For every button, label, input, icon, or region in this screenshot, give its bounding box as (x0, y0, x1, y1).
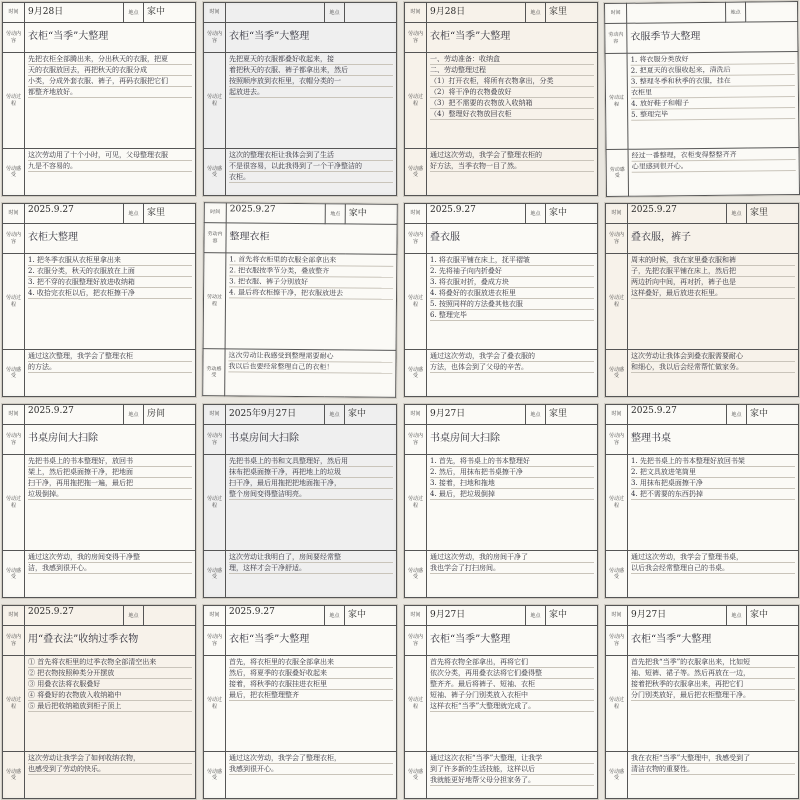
process-value (628, 656, 799, 752)
content-value: 整理书桌 (628, 425, 799, 455)
place-label: 地点 (526, 204, 546, 224)
content-value: 衣柜“当季”大整理 (226, 23, 397, 53)
content-value: 用“叠衣法”收纳过季衣物 (25, 626, 196, 656)
worksheet-table (2, 404, 196, 598)
feeling-line: 九是不容易的。 (28, 161, 192, 172)
time-label: 时间 (606, 606, 628, 626)
feeling-line: 这次劳动让我明白了，房间要经常整 (229, 552, 393, 563)
feeling-line: 理，这样才会干净舒适。 (229, 563, 393, 574)
process-line: 5. 整理完毕 (631, 108, 795, 121)
process-value (225, 253, 397, 350)
process-line: 4. 放好鞋子和帽子 (631, 97, 795, 110)
process-line: 先把夏天的衣服都叠好收起来，接 (229, 54, 393, 65)
feeling-line: 和细心，我以后会经常帮忙做家务。 (631, 362, 795, 373)
process-line: 小类，分成外套衣服、裤子，再码衣服把它们 (28, 76, 192, 87)
feeling-line: 我以后也要经常整理自己的衣柜！ (228, 361, 392, 373)
feeling-value (427, 752, 598, 799)
process-line: 3. 整理冬季和秋季的衣服，挂在 (631, 75, 795, 88)
place-value: 家中 (345, 204, 397, 224)
feeling-line: 这次劳动用了十个小时，可见，父母整理衣服 (28, 150, 192, 161)
labor-worksheet-16 (604, 604, 800, 800)
content-label: 劳动内容 (405, 23, 427, 53)
place-value: 家里 (144, 204, 196, 224)
process-label: 劳动过程 (605, 53, 628, 149)
process-label: 劳动过程 (3, 656, 25, 752)
feeling-label: 劳动感受 (3, 350, 25, 397)
content-value: 衣柜“当季”大整理 (628, 626, 799, 656)
content-label: 劳动内容 (606, 425, 628, 455)
process-line: 扫干净，最后用拖把把地面拖干净， (229, 478, 393, 489)
process-label: 劳动过程 (606, 455, 628, 551)
worksheet-table (404, 605, 598, 799)
process-line: 3. 把不穿的衣服整理好放进收纳箱 (28, 277, 192, 288)
process-line: 一、劳动准备：收纳盒 (430, 54, 594, 65)
process-value (427, 53, 598, 149)
place-value: 家里 (546, 405, 598, 425)
labor-worksheet-3 (403, 1, 599, 197)
feeling-line: 通过这次衣柜“当季”大整理，让我学 (430, 753, 594, 764)
feeling-label: 劳动感受 (606, 551, 628, 598)
feeling-line: 通过这次劳动，我学会了叠衣服的 (430, 351, 594, 362)
feeling-line: 到了许多新的生活技能，这样以后 (430, 764, 594, 775)
process-line: 2. 衣服分类，秋天的衣服放在上面 (28, 266, 192, 277)
time-value: 9月27日 (427, 606, 526, 626)
process-line: 4. 把不需要的东西扔掉 (631, 489, 795, 500)
labor-worksheet-7 (403, 202, 599, 398)
process-line: ① 首先将衣柜里的过季衣物全部清空出来 (28, 657, 192, 668)
feeling-line: 好方法，当季衣物一目了然。 (430, 161, 594, 172)
time-label: 时间 (405, 405, 427, 425)
process-line: 架上，然后把桌面擦干净，把地面 (28, 467, 192, 478)
feeling-label: 劳动感受 (606, 350, 628, 397)
feeling-value (25, 350, 196, 397)
process-line: 天的衣服放回去，再把秋天的衣服分成 (28, 65, 192, 76)
labor-worksheet-5 (1, 202, 197, 398)
feeling-label: 劳动感受 (606, 149, 628, 196)
process-line: 然后，将夏季的衣服叠好收起来 (229, 668, 393, 679)
labor-worksheet-1 (1, 1, 197, 197)
time-label: 时间 (204, 203, 226, 223)
process-line: 1. 先把书桌上的书本整理好放回书架 (631, 456, 795, 467)
worksheet-table (2, 203, 196, 397)
time-label: 时间 (405, 606, 427, 626)
content-label: 劳动内容 (204, 626, 226, 656)
place-label: 地点 (325, 3, 345, 23)
feeling-value (628, 350, 799, 397)
feeling-line: 我就能更好地帮父母分担家务了。 (430, 775, 594, 786)
worksheet-table (404, 203, 598, 397)
time-label: 时间 (606, 405, 628, 425)
feeling-label: 劳动感受 (405, 149, 427, 196)
process-line: 2. 先将袖子向内折叠好 (430, 266, 594, 277)
place-value: 家中 (747, 606, 799, 626)
process-line: （1）打开衣柜，将所有衣物拿出，分类 (430, 76, 594, 87)
process-line: 5. 按照同样的方法叠其他衣服 (430, 299, 594, 310)
feeling-line: 通过这次劳动，我学会了整理衣柜， (229, 753, 393, 764)
process-line: 首先，将衣柜里的衣服全部拿出来 (229, 657, 393, 668)
process-line: 都整齐地放好。 (28, 87, 192, 98)
process-line: 首先把我“当季”的衣服拿出来，比如短 (631, 657, 795, 668)
time-label: 时间 (3, 405, 25, 425)
process-line: 3. 用抹布把桌面擦干净 (631, 478, 795, 489)
process-label: 劳动过程 (204, 656, 226, 752)
place-label: 地点 (526, 3, 546, 23)
process-value (427, 656, 598, 752)
feeling-line: 通过这次整理，我学会了整理衣柜 (28, 351, 192, 362)
feeling-label: 劳动感受 (3, 551, 25, 598)
content-label: 劳动内容 (204, 23, 226, 53)
process-line: 着把秋天的衣服、裤子都拿出来，然后 (229, 65, 393, 76)
content-label: 劳动内容 (204, 223, 226, 253)
content-value: 衣服季节大整理 (627, 21, 798, 53)
process-line: 衣柜里 (631, 86, 795, 99)
content-value: 书桌房间大扫除 (25, 425, 196, 455)
place-label: 地点 (526, 606, 546, 626)
process-value (25, 254, 196, 350)
feeling-line: 以后我会经常整理自己的书桌。 (631, 563, 795, 574)
worksheet-table (2, 605, 196, 799)
labor-worksheet-4 (603, 0, 800, 198)
feeling-value (628, 752, 799, 799)
feeling-value (427, 149, 598, 196)
content-value: 衣柜“当季”大整理 (427, 23, 598, 53)
worksheet-table (203, 2, 397, 196)
process-line: 4. 最后将衣柜擦干净，把衣服放进去 (229, 287, 393, 299)
process-line: 周末的时候，我在家里叠衣服和裤 (631, 255, 795, 266)
labor-worksheet-13 (1, 604, 197, 800)
feeling-line: 我感到很开心。 (229, 764, 393, 775)
process-line: ③ 用叠衣法将衣服叠好 (28, 679, 192, 690)
content-value: 叠衣服 (427, 224, 598, 254)
process-label: 劳动过程 (204, 53, 226, 149)
process-value (226, 53, 397, 149)
time-label: 时间 (204, 606, 226, 626)
process-line: 2. 把文具放进笔筒里 (631, 467, 795, 478)
time-value: 2025.9.27 (628, 204, 727, 224)
place-value: 家中 (345, 405, 397, 425)
process-label: 劳动过程 (405, 254, 427, 350)
time-label: 时间 (606, 204, 628, 224)
feeling-label: 劳动感受 (204, 149, 226, 196)
content-label: 劳动内容 (405, 626, 427, 656)
place-label: 地点 (727, 204, 747, 224)
process-line: 袖、短裤、裙子等。然后再放在一边， (631, 668, 795, 679)
content-label: 劳动内容 (405, 425, 427, 455)
feeling-label: 劳动感受 (606, 752, 628, 799)
feeling-label: 劳动感受 (3, 752, 25, 799)
process-value (226, 455, 397, 551)
feeling-value (25, 551, 196, 598)
process-line: 这样叠好，最后放进衣柜里。 (631, 288, 795, 299)
place-value: 家中 (144, 3, 196, 23)
time-value: 2025.9.27 (427, 204, 526, 224)
process-value (427, 254, 598, 350)
process-line: 1. 将衣服分类放好 (631, 53, 795, 66)
process-line: 子，先把衣服平铺在床上，然后把 (631, 266, 795, 277)
process-line: 两边折向中间，再对折，裤子也是 (631, 277, 795, 288)
process-line: 6. 整理完毕 (430, 310, 594, 321)
feeling-line: 这次的整理衣柜让我体会到了生活 (229, 150, 393, 161)
process-line: 首先将衣物全部拿出，再将它们 (430, 657, 594, 668)
process-line: 2. 然后，用抹布把书桌擦干净 (430, 467, 594, 478)
worksheet-table (404, 404, 598, 598)
feeling-line: 经过一番整理，衣柜变得整整齐齐 (632, 149, 796, 162)
worksheet-table (2, 2, 196, 196)
time-label: 时间 (405, 204, 427, 224)
worksheet-table (605, 404, 799, 598)
labor-worksheet-8 (604, 202, 800, 398)
process-value (427, 455, 598, 551)
time-label: 时间 (604, 3, 626, 23)
process-value (25, 53, 196, 149)
content-value: 衣柜“当季”大整理 (427, 626, 598, 656)
feeling-value (226, 551, 397, 598)
place-label: 地点 (325, 606, 345, 626)
process-value (627, 51, 799, 149)
feeling-line: 的方法。 (28, 362, 192, 373)
place-value: 家里 (747, 204, 799, 224)
place-label: 地点 (124, 405, 144, 425)
feeling-line: 这次劳动让我学会了如何收纳衣物， (28, 753, 192, 764)
content-label: 劳动内容 (3, 224, 25, 254)
process-line: 4. 收拾完衣柜以后，把衣柜擦干净 (28, 288, 192, 299)
process-label: 劳动过程 (3, 254, 25, 350)
process-line: 整齐齐。最后将裤子、短袖、衣柜 (430, 679, 594, 690)
process-label: 劳动过程 (203, 253, 226, 349)
process-line: ② 把衣物按照种类分开摆放 (28, 668, 192, 679)
feeling-value (628, 147, 799, 196)
process-line: 1. 首先，将书桌上的书本整理好 (430, 456, 594, 467)
feeling-value (628, 551, 799, 598)
process-line: ⑤ 最后把收纳箱放到柜子顶上 (28, 701, 192, 712)
process-line: 整个房间变得整洁明亮。 (229, 489, 393, 500)
process-line: （4）整理好衣物放回衣柜 (430, 109, 594, 120)
process-line: 抹布把桌面擦干净，再把地上的垃圾 (229, 467, 393, 478)
process-line: 3. 接着，扫地和拖地 (430, 478, 594, 489)
time-label: 时间 (3, 204, 25, 224)
process-line: 2. 把夏天的衣服收起来，清洗后 (631, 64, 795, 77)
feeling-label: 劳动感受 (3, 149, 25, 196)
content-value: 衣柜“当季”大整理 (226, 626, 397, 656)
time-value: 2025.9.27 (25, 606, 124, 626)
process-line: （3）把不需要的衣物放入收纳箱 (430, 98, 594, 109)
feeling-value (226, 752, 397, 799)
labor-worksheet-12 (604, 403, 800, 599)
labor-worksheet-6 (201, 201, 399, 399)
place-value (144, 606, 196, 626)
process-label: 劳动过程 (204, 455, 226, 551)
process-line: 先把衣柜全部腾出来，分出秋天的衣服，把夏 (28, 54, 192, 65)
process-line: 按照顺序放到衣柜里，衣帽分类的一 (229, 76, 393, 87)
process-label: 劳动过程 (606, 656, 628, 752)
process-value (25, 656, 196, 752)
place-label: 地点 (526, 405, 546, 425)
process-line: 3. 将衣服对折，叠成方块 (430, 277, 594, 288)
content-label: 劳动内容 (3, 626, 25, 656)
feeling-line: 我也学会了打扫房间。 (430, 563, 594, 574)
feeling-line: 不是很容易，以此我得到了一个干净整洁的 (229, 161, 393, 172)
time-label: 时间 (3, 3, 25, 23)
process-line: 二、劳动整理过程 (430, 65, 594, 76)
time-value: 9月28日 (25, 3, 124, 23)
process-line: 1. 首先将衣柜里的衣服全部拿出来 (229, 254, 393, 266)
feeling-line: 通过这次劳动，我的房间干净了 (430, 552, 594, 563)
process-line: 先把书桌上的书和文具整理好，然后用 (229, 456, 393, 467)
content-label: 劳动内容 (606, 626, 628, 656)
content-value: 书桌房间大扫除 (427, 425, 598, 455)
process-line: 扫干净，再用拖把拖一遍，最后把 (28, 478, 192, 489)
feeling-line: 这次劳动让我体会到叠衣服需要耐心 (631, 351, 795, 362)
process-line: 4. 最后，把垃圾倒掉 (430, 489, 594, 500)
feeling-value (427, 551, 598, 598)
process-line: 3. 把衣服、裤子分别放好 (229, 276, 393, 288)
feeling-label: 劳动感受 (405, 350, 427, 397)
labor-worksheet-10 (202, 403, 398, 599)
feeling-line: 洁，我感到很开心。 (28, 563, 192, 574)
process-line: 最后，把衣柜整理整齐 (229, 690, 393, 701)
process-label: 劳动过程 (3, 53, 25, 149)
time-value: 2025.9.27 (25, 405, 124, 425)
labor-worksheet-2 (202, 1, 398, 197)
content-value: 衣柜大整理 (25, 224, 196, 254)
place-label: 地点 (124, 204, 144, 224)
place-value: 家中 (747, 405, 799, 425)
content-label: 劳动内容 (605, 23, 627, 53)
labor-worksheet-15 (403, 604, 599, 800)
feeling-label: 劳动感受 (405, 752, 427, 799)
content-label: 劳动内容 (405, 224, 427, 254)
process-value (226, 656, 397, 752)
time-label: 时间 (405, 3, 427, 23)
process-line: 1. 把冬季衣服从衣柜里拿出来 (28, 255, 192, 266)
place-label: 地点 (727, 405, 747, 425)
process-line: （2）将干净的衣物叠放好 (430, 87, 594, 98)
process-value (628, 455, 799, 551)
labor-worksheet-11 (403, 403, 599, 599)
content-value: 叠衣服，裤子 (628, 224, 799, 254)
labor-worksheet-14 (202, 604, 398, 800)
time-value: 9月27日 (427, 405, 526, 425)
content-value: 衣柜“当季”大整理 (25, 23, 196, 53)
time-value: 9月28日 (427, 3, 526, 23)
time-label: 时间 (204, 405, 226, 425)
process-line: 4. 将叠好的衣服放进衣柜里 (430, 288, 594, 299)
content-label: 劳动内容 (3, 425, 25, 455)
process-value (628, 254, 799, 350)
place-value: 家里 (546, 3, 598, 23)
process-line: 短袖、裤子分门别类放入衣柜中 (430, 690, 594, 701)
place-label: 地点 (325, 204, 345, 224)
time-value: 2025.9.27 (226, 606, 325, 626)
worksheet-table (605, 203, 799, 397)
place-label: 地点 (325, 405, 345, 425)
place-label: 地点 (124, 3, 144, 23)
feeling-label: 劳动感受 (203, 349, 225, 396)
process-line: 这样衣柜“当季”大整理就完成了。 (430, 701, 594, 712)
process-line: 起放进去。 (229, 87, 393, 98)
labor-worksheet-9 (1, 403, 197, 599)
content-label: 劳动内容 (3, 23, 25, 53)
content-value: 书桌房间大扫除 (226, 425, 397, 455)
feeling-line: 心里感到很开心。 (632, 160, 796, 173)
time-value: 9月27日 (628, 606, 727, 626)
feeling-label: 劳动感受 (204, 551, 226, 598)
worksheet-table (202, 202, 398, 398)
time-value: 2025年9月27日 (226, 405, 325, 425)
process-line: 1. 将衣服平铺在床上，抚平褶皱 (430, 255, 594, 266)
worksheet-table (203, 605, 397, 799)
process-line: 依次分类，再用叠衣法将它们叠得整 (430, 668, 594, 679)
process-line: ④ 将叠好的衣物放入收纳箱中 (28, 690, 192, 701)
feeling-value (225, 349, 396, 397)
content-label: 劳动内容 (204, 425, 226, 455)
feeling-line: 通过这次劳动，我的房间变得干净整 (28, 552, 192, 563)
time-value (226, 3, 325, 23)
time-value (626, 2, 725, 23)
process-label: 劳动过程 (405, 455, 427, 551)
place-label: 地点 (725, 2, 745, 22)
time-value: 2025.9.27 (25, 204, 124, 224)
process-label: 劳动过程 (405, 53, 427, 149)
content-label: 劳动内容 (606, 224, 628, 254)
feeling-value (25, 752, 196, 799)
process-line: 先把书桌上的书本整理好，放回书 (28, 456, 192, 467)
worksheet-table (604, 1, 800, 197)
place-value: 房间 (144, 405, 196, 425)
time-label: 时间 (204, 3, 226, 23)
feeling-label: 劳动感受 (204, 752, 226, 799)
process-line: 接着把秋季的衣服拿出来，再把它们 (631, 679, 795, 690)
time-value: 2025.9.27 (628, 405, 727, 425)
feeling-line: 通过这次劳动，我学会了整理衣柜的 (430, 150, 594, 161)
time-label: 时间 (3, 606, 25, 626)
place-value: 家中 (546, 204, 598, 224)
process-label: 劳动过程 (606, 254, 628, 350)
content-value: 整理衣柜 (226, 223, 397, 254)
process-label: 劳动过程 (405, 656, 427, 752)
feeling-line: 这次劳动让我感受到整理需要耐心 (228, 350, 392, 362)
feeling-line: 通过这次劳动，我学会了整理书桌， (631, 552, 795, 563)
feeling-label: 劳动感受 (405, 551, 427, 598)
worksheet-table (404, 2, 598, 196)
process-line: 垃圾倒掉。 (28, 489, 192, 500)
feeling-line: 也感受到了劳动的快乐。 (28, 764, 192, 775)
feeling-line: 我在衣柜“当季”大整理中，我感受到了 (631, 753, 795, 764)
feeling-line: 方法，也体会到了父母的辛苦。 (430, 362, 594, 373)
feeling-value (427, 350, 598, 397)
feeling-line: 清洁衣物的重要性。 (631, 764, 795, 775)
process-line: 分门别类放好，最后把衣柜整理干净。 (631, 690, 795, 701)
feeling-line: 衣柜。 (229, 172, 393, 183)
process-label: 劳动过程 (3, 455, 25, 551)
feeling-value (226, 149, 397, 196)
place-label: 地点 (124, 606, 144, 626)
worksheet-table (605, 605, 799, 799)
process-line: 接着，将秋季的衣服挂进衣柜里 (229, 679, 393, 690)
worksheet-table (203, 404, 397, 598)
place-label: 地点 (727, 606, 747, 626)
time-value: 2025.9.27 (226, 203, 325, 224)
process-value (25, 455, 196, 551)
process-line: 2. 把衣服按季节分类，叠放整齐 (229, 265, 393, 277)
feeling-value (25, 149, 196, 196)
place-value: 家中 (345, 606, 397, 626)
place-value (745, 1, 797, 22)
place-value: 家中 (546, 606, 598, 626)
place-value (345, 3, 397, 23)
